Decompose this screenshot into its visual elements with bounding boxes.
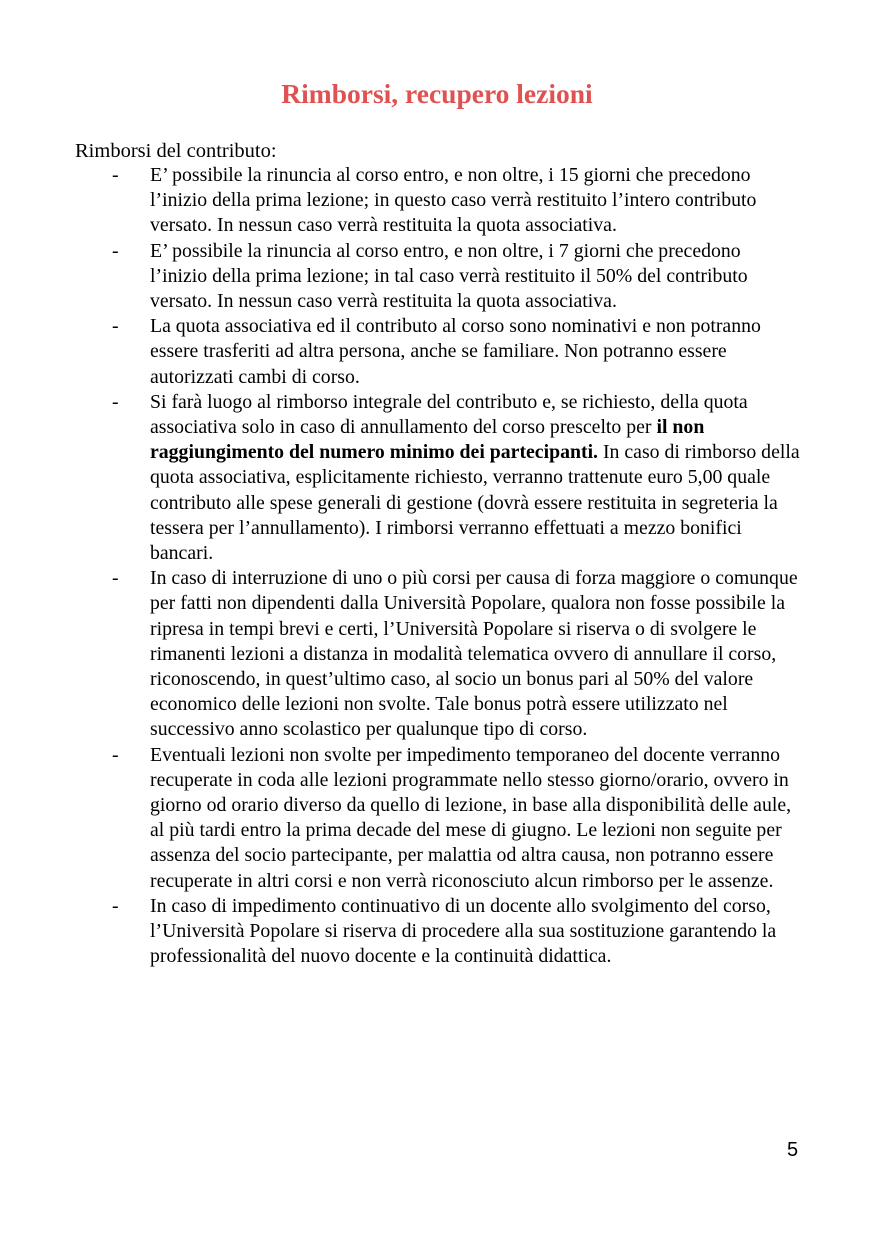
rule-item-1: [0, 163, 874, 239]
rule-item-2: [0, 239, 874, 315]
bullet-dash: -: [112, 164, 119, 186]
rule-text: In caso di interruzione di uno o più corsi per causa di forza maggiore o comunque per fatti non dipendenti dalla Università Popolare, qualora non fosse possibile la ripresa in tempi brevi e certi, l’Università Popolare si riserva o di svolgere le rimanenti lezioni a distanza in modalità telematica ovvero di annullare il corso, riconoscendo, in quest’ultimo caso, al socio un bonus pari al 50% del valore economico delle lezioni non svolte. Tale bonus potrà essere utilizzato nel successivo anno scolastico per qualunque tipo di corso.: [150, 567, 798, 741]
page-title: Rimborsi, recupero lezioni: [281, 78, 593, 109]
rule-item-4: [0, 390, 874, 566]
bullet-dash: -: [112, 894, 119, 917]
bullet-dash: -: [112, 390, 119, 413]
rule-item-7: [0, 894, 874, 970]
bullet-dash: -: [112, 315, 119, 338]
rule-item-6: [0, 743, 874, 894]
rules-list: [0, 163, 874, 970]
rule-text: [150, 391, 800, 564]
rule-text: Eventuali lezioni non svolte per impedimento temporaneo del docente verranno recuperate in coda alle lezioni programmate nello stesso giorno/orario, ovvero in giorno od orario diverso da quello di lezione, in base alla disponibilità delle aule, al più tardi entro la prima decade del mese di giugno. Le lezioni non seguite per assenza del socio partecipante, per malattia od altra causa, non potranno essere recuperate in altri corsi e non verrà riconosciuto alcun rimborso per le assenze.: [150, 743, 792, 892]
bullet-dash: -: [112, 239, 119, 262]
bullet-dash: -: [112, 567, 119, 590]
rule-text-start: Si farà luogo al rimborso integrale del contributo e, se richiesto, della quota associativa solo in caso di annullamento del corso prescelto per: [150, 390, 748, 439]
bullet-dash: -: [112, 743, 119, 766]
rule-text: E’ possibile la rinuncia al corso entro, e non oltre, i 7 giorni che precedono l’inizio della prima lezione; in tal caso verrà restituito il 50% del contributo versato. In nessun caso verrà restituita la quota associativa.: [150, 239, 748, 313]
rule-text: E’ possibile la rinuncia al corso entro, e non oltre, i 15 giorni che precedono l’inizio della prima lezione; in questo caso verrà restituito l’intero contributo versato. In nessun caso verrà restituita la quota associativa.: [150, 164, 757, 237]
section-heading: Rimborsi del contributo:: [75, 140, 277, 162]
rule-text-bold: il non raggiungimento del numero minimo dei partecipanti.: [150, 416, 705, 464]
rule-text-end: In caso di rimborso della quota associativa, esplicitamente richiesto, verranno trattenute euro 5,00 quale contributo alle spese generali di gestione (dovrà essere restituita in segreteria la tessera per l’annullamento). I rimborsi verranno effettuati a mezzo bonifici bancari.: [150, 441, 800, 565]
page-number: 5: [787, 1139, 799, 1161]
rule-item-3: [0, 314, 874, 390]
rule-text: In caso di impedimento continuativo di un docente allo svolgimento del corso, l’Università Popolare si riserva di procedere alla sua sostituzione garantendo la professionalità del nuovo docente e la continuità didattica.: [150, 894, 777, 968]
rule-item-5: [0, 566, 874, 742]
rule-text: La quota associativa ed il contributo al corso sono nominativi e non potranno essere trasferiti ad altra persona, anche se familiare. Non potranno essere autorizzati cambi di corso.: [150, 315, 761, 388]
